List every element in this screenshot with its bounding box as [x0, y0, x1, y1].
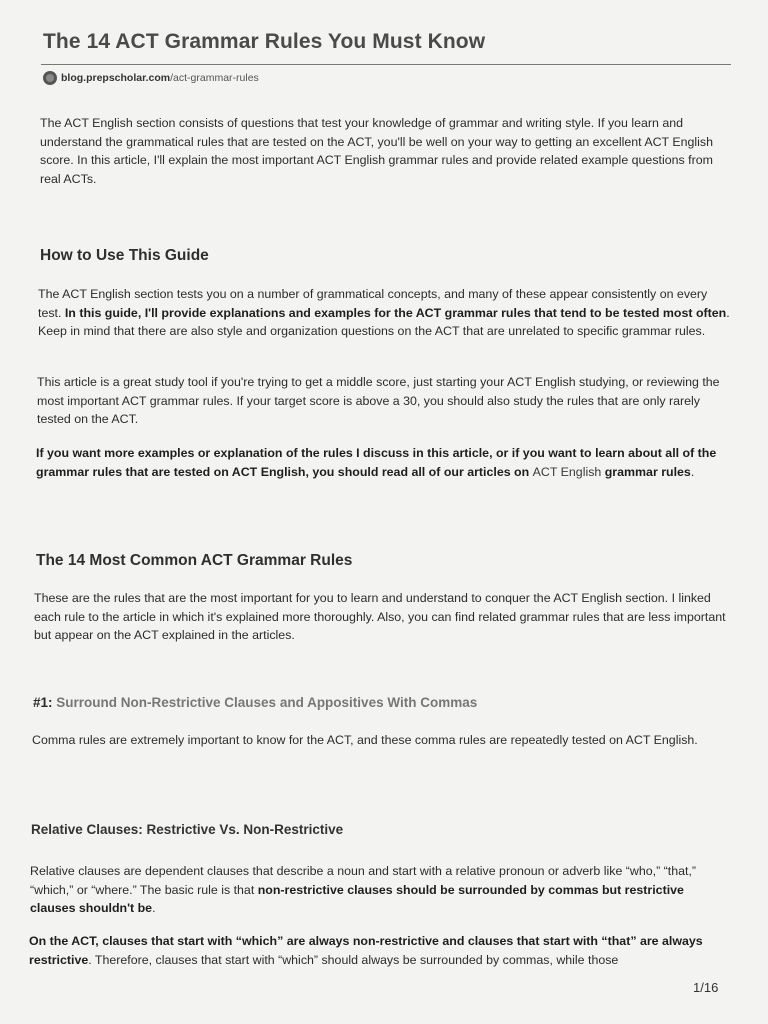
common-rules-paragraph	[34, 589, 728, 645]
rule-name-link[interactable]: Surround Non-Restrictive Clauses and Appositives With Commas	[56, 695, 478, 710]
bold-text: If you want more examples or explanation of the rules I discuss in this article, or if you want to learn about all of the grammar rules that are tested on ACT English, you should read all of our articles on	[36, 446, 717, 479]
page-number: 1/16	[693, 980, 719, 995]
section-heading-common-rules: The 14 Most Common ACT Grammar Rules	[36, 552, 353, 569]
paragraph-text: . Therefore, clauses that start with “which” should always be surrounded by commas, while those	[88, 952, 619, 967]
rule-1-paragraph	[32, 731, 728, 750]
bold-text: non-restrictive clauses should be surrounded by commas but restrictive clauses shouldn't be	[30, 882, 684, 915]
article-title: The 14 ACT Grammar Rules You Must Know	[43, 30, 486, 53]
paragraph-text: . Keep in mind that there are also style and organization questions on the ACT that are unrelated to specific grammar rules.	[38, 305, 730, 338]
title-divider	[41, 64, 731, 65]
source-domain: blog.prepscholar.com	[61, 72, 171, 84]
paragraph-text: This article is a great study tool if you're trying to get a middle score, just starting your ACT English studying, or reviewing the most important ACT grammar rules. If your target score is above a 30, you should also study the rules that are only rarely tested on the ACT.	[37, 375, 720, 426]
bold-text: On the ACT, clauses that start with “which” are always non-restrictive and clauses that start with “that” are always restrictive	[29, 934, 703, 967]
how-to-paragraph-2	[37, 373, 730, 429]
relative-paragraph-1: Relative clauses are dependent clauses that describe a noun and start with a relative pronoun or adverb like “who,” “that,” “which,” or “where.” The basic rule is that non-restrictive clauses should be surrounded by commas but restrictive clauses shouldn't be.	[30, 864, 697, 915]
paragraph-text: Relative clauses are dependent clauses that describe a noun and start with a relative pronoun or adverb like “who,” “that,” “which,” or “where.” The basic rule is that	[30, 864, 697, 897]
bold-text: grammar rules	[601, 464, 691, 479]
act-english-link[interactable]: ACT English	[532, 464, 602, 479]
paragraph-text: The ACT English section tests you on a number of grammatical concepts, and many of these appear consistently on every test.	[38, 287, 708, 320]
subheading-relative-clauses: Relative Clauses: Restrictive Vs. Non-Restrictive	[31, 822, 344, 837]
source-url[interactable]	[43, 71, 259, 85]
intro-text: The ACT English section consists of questions that test your knowledge of grammar and writing style. If you learn and understand the grammatical rules that are tested on the ACT, you'll be well on your way to getting an excellent ACT English score. In this article, I'll explain the most important ACT English grammar rules and provide related example questions from real ACTs.	[40, 116, 713, 186]
section-heading-how-to-use: How to Use This Guide	[40, 247, 209, 264]
how-to-paragraph-1	[38, 285, 730, 341]
relative-paragraph-2	[29, 932, 728, 969]
rule-number: #1:	[33, 695, 57, 710]
rule-1-heading[interactable]	[33, 695, 477, 710]
how-to-paragraph-3: If you want more examples or explanation of the rules I discuss in this article, or if you want to learn about all of the grammar rules that are tested on ACT English, you should read all of our articles on ACT English grammar rules.	[36, 446, 717, 479]
paragraph-text: Comma rules are extremely important to know for the ACT, and these comma rules are repeatedly tested on ACT English.	[32, 733, 698, 747]
source-path: /act-grammar-rules	[170, 72, 259, 84]
bold-text: In this guide, I'll provide explanations and examples for the ACT grammar rules that tend to be tested most often	[64, 305, 727, 320]
intro-paragraph	[40, 114, 730, 188]
globe-icon	[43, 71, 57, 85]
paragraph-text: These are the rules that are the most important for you to learn and understand to conquer the ACT English section. I linked each rule to the article in which it's explained more thoroughly. Also, you can find related grammar rules that are less important but appear on the ACT explained in the articles.	[34, 591, 726, 642]
